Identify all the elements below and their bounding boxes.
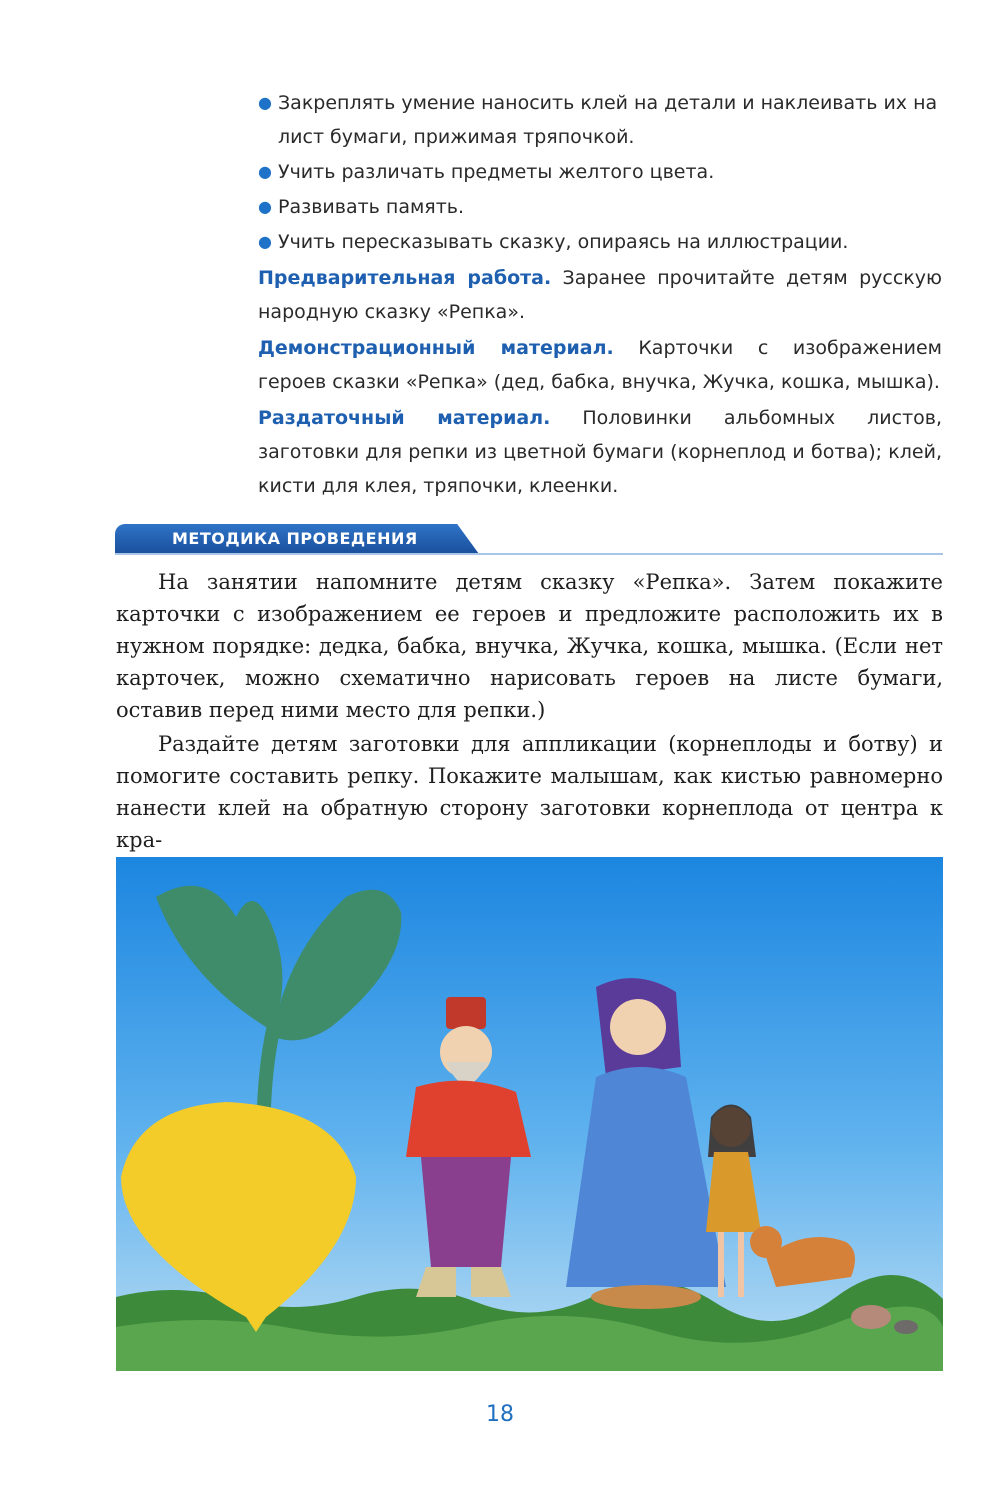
method-text [116,566,943,858]
preliminary-work [258,261,942,329]
preliminary-work-text: Заранее прочитайте детям русскую народную сказку «Репка». [258,267,942,323]
bullet-dot-icon: ● [258,232,272,251]
handout-material-text: Половинки альбомных листов, заготовки для репки из цветной бумаги (корнеплод и ботва); клей, кисти для клея, тряпочки, клеенки. [258,407,942,497]
method-paragraph: Раздайте детям заготовки для аппликации (корнеплоды и ботву) и помогите составить репку. Покажите малышам, как кистью равномерно нанести клей на обратную сторону заготовки корнеплода от центра к кра- [116,732,943,852]
cat [851,1305,891,1329]
turnip-illustration [116,857,943,1371]
bullet-dot-icon: ● [258,93,272,112]
demo-material-text: Карточки с изображением героев сказки «Репка» (дед, бабка, внучка, Жучка, кошка, мышка). [258,337,942,393]
bullet-item [258,190,942,224]
preliminary-work-label: Предварительная работа. [258,267,552,289]
grandfather-shirt [406,1081,531,1157]
bullet-dot-icon: ● [258,162,272,181]
bullet-item [258,155,942,189]
grandfather-pants [421,1157,511,1267]
mouse-body [894,1320,918,1334]
dog-head [750,1226,782,1258]
grandmother-head [610,999,666,1055]
bullet-item [258,86,942,154]
grandmother-feet [591,1285,701,1309]
bullet-text: Учить пересказывать сказку, опираясь на иллюстрации. [278,231,849,253]
demo-material [258,331,942,399]
grandfather-hat [446,997,486,1029]
bullet-text: Развивать память. [278,196,465,218]
bullet-text: Учить различать предметы желтого цвета. [278,161,715,183]
cat-body [851,1305,891,1329]
section-heading: МЕТОДИКА ПРОВЕДЕНИЯ [172,529,418,548]
page-number: 18 [486,1402,514,1427]
objectives-block [258,86,942,503]
demo-material-label: Демонстрационный материал. [258,337,614,359]
handout-material-label: Раздаточный материал. [258,407,551,429]
method-paragraph: На занятии напомните детям сказку «Репка». Затем покажите карточки с изображением ее героев и предложите расположить их в нужном порядке: дедка, бабка, внучка, Жучка, кошка, мышка. (Если нет карточек, можно схематично нарисовать героев на листе бумаги, оставив перед ними место для репки.) [116,570,943,722]
section-rule [115,553,943,555]
bullet-dot-icon: ● [258,197,272,216]
handout-material [258,401,942,503]
mouse [894,1320,918,1334]
bullet-item [258,225,942,259]
bullet-text: Закреплять умение наносить клей на детали и наклеивать их на лист бумаги, прижимая тряпочкой. [278,92,938,148]
